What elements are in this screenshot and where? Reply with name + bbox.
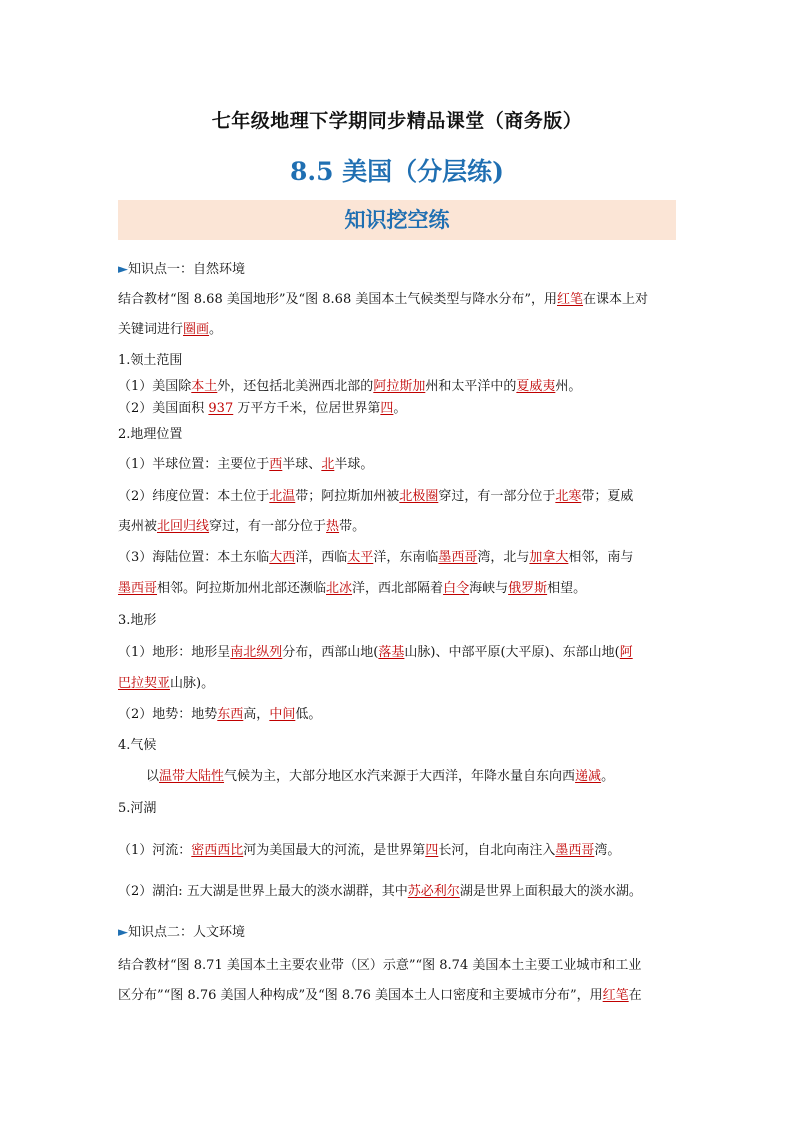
text-run: 山脉)、中部平原(大平原)、东部山地( [404, 645, 620, 660]
text-line [118, 518, 678, 536]
text-line [118, 883, 678, 901]
answer-text: 夏威夷 [516, 379, 556, 394]
answer-text: 大西 [269, 550, 296, 565]
answer-text: 中间 [269, 707, 296, 722]
answer-text: 递减 [575, 769, 602, 784]
section-banner: 知识挖空练 [118, 200, 676, 240]
text-run: 带；阿拉斯加州被 [295, 489, 400, 504]
text-run: 半球、 [282, 457, 322, 472]
subsection-title: 2.地理位置 [118, 427, 183, 442]
text-run: 。 [601, 769, 615, 784]
answer-text: 四 [425, 843, 439, 858]
text-run: 州。 [555, 379, 582, 394]
answer-text: 北温 [269, 489, 296, 504]
text-run: 带；夏威 [581, 489, 634, 504]
text-run: 夷州被 [118, 519, 158, 534]
text-line [118, 842, 678, 860]
triangle-marker-icon: ► [118, 262, 128, 277]
text-run: 结合教材“图 8.71 美国本土主要农业带（区）示意”“图 8.74 美国本土主要工业城市和工业 [118, 958, 642, 973]
text-run: （3）海陆位置：本土东临 [118, 550, 270, 565]
text-run: 穿过，有一部分位于 [209, 519, 327, 534]
text-run: 洋，东南临 [373, 550, 439, 565]
subsection-title: 5.河湖 [118, 801, 157, 816]
text-run: 相邻。阿拉斯加州北部还濒临 [157, 581, 327, 596]
answer-text: 北冰 [326, 581, 353, 596]
section-heading-1 [118, 261, 678, 279]
answer-text: 苏必利尔 [407, 884, 460, 899]
section-heading-2 [118, 924, 678, 942]
text-run: （1）美国除 [118, 379, 192, 394]
answer-text: 本土 [191, 379, 218, 394]
answer-text: 俄罗斯 [508, 581, 548, 596]
text-line [118, 549, 678, 567]
answer-text: 北极圈 [399, 489, 439, 504]
answer-text: 北回归线 [157, 519, 210, 534]
text-run: 湖是世界上面积最大的淡水湖。 [459, 884, 642, 899]
answer-text: 热 [326, 519, 340, 534]
text-run: 万平方千米，位居世界第 [233, 401, 381, 416]
intro-line [118, 321, 678, 339]
text-run: （1）地形：地形呈 [118, 645, 231, 660]
text-run: 关键词 [118, 322, 158, 337]
text-run: （1）河流： [118, 843, 192, 858]
answer-text: 红笔 [557, 292, 584, 307]
answer-text: 墨西哥 [118, 581, 158, 596]
intro-line [118, 291, 678, 309]
intro-line [118, 987, 678, 1005]
text-run: 穿过，有一部分位于 [438, 489, 556, 504]
text-run: （1）半球位置：主要位于 [118, 457, 270, 472]
text-run: 相邻，南与 [568, 550, 634, 565]
text-run: 结合教材“图 8.68 美国地形”及“图 8.68 美国本土气候类型与降水分布”，用 [118, 292, 558, 307]
text-run: （2）美国面积 [118, 401, 209, 416]
text-run: 以 [146, 769, 160, 784]
text-run: 。 [209, 322, 223, 337]
text-run: 长河，自北向南注入 [438, 843, 556, 858]
text-run: 相望。 [547, 581, 587, 596]
text-run: 在课本上对 [583, 292, 649, 307]
text-run: 带。 [339, 519, 366, 534]
document-title: 七年级地理下学期同步精品课堂（商务版） [211, 110, 583, 132]
answer-text: 白令 [443, 581, 470, 596]
text-run: 海峡与 [469, 581, 509, 596]
answer-text: 密西西比 [191, 843, 244, 858]
text-run: 山脉)。 [170, 676, 215, 691]
text-run: 洋，西临 [295, 550, 348, 565]
answer-text: 圈画 [183, 322, 210, 337]
answer-text: 西 [269, 457, 283, 472]
answer-text: 北寒 [555, 489, 582, 504]
answer-text: 东西 [217, 707, 244, 722]
text-run: 分布，西部山地( [282, 645, 379, 660]
answer-text: 落基 [378, 645, 405, 660]
answer-text: 南北纵列 [230, 645, 283, 660]
text-run: 气候为主，大部分地区水汽来源于大西洋，年降水量自东向西 [224, 769, 576, 784]
answer-text: 阿拉斯加 [373, 379, 426, 394]
text-run: 州和太平洋中的 [425, 379, 517, 394]
text-run: 湾。 [594, 843, 621, 858]
text-run: 在 [628, 988, 642, 1003]
text-line [118, 378, 678, 396]
text-run: 高， [243, 707, 270, 722]
text-run: （2）纬度位置：本土位于 [118, 489, 270, 504]
answer-text: 墨西哥 [555, 843, 595, 858]
triangle-marker-icon: ► [118, 925, 128, 940]
text-run: （2）地势：地势 [118, 707, 218, 722]
section-heading-text: 知识点一：自然环境 [128, 262, 246, 277]
answer-text: 墨西哥 [438, 550, 478, 565]
answer-text: 巴拉契亚 [118, 676, 171, 691]
answer-text: 四 [380, 401, 394, 416]
intro-line [118, 957, 678, 975]
lesson-title: 8.5 美国（分层练) [289, 157, 505, 186]
answer-text: 阿 [619, 645, 633, 660]
text-run: 河为美国最大的河流，是世界第 [243, 843, 426, 858]
text-line [118, 706, 678, 724]
text-run: 进行 [157, 322, 184, 337]
section-heading-text: 知识点二：人文环境 [128, 925, 246, 940]
answer-text: 太平 [347, 550, 374, 565]
answer-text: 温带大陆性 [159, 769, 225, 784]
text-run: 半球。 [334, 457, 374, 472]
text-line [118, 456, 678, 474]
answer-text: 红笔 [602, 988, 629, 1003]
text-line [118, 400, 678, 418]
text-run: 。 [393, 401, 407, 416]
text-line [146, 768, 706, 786]
answer-text: 937 [208, 401, 234, 416]
subsection-title: 3.地形 [118, 613, 157, 628]
text-run: 区分布”“图 8.76 美国人种构成”及“图 8.76 美国本土人口密度和主要城市分布”，用 [118, 988, 603, 1003]
text-run: 外，还包括北美洲西北部的 [217, 379, 374, 394]
text-line [118, 580, 678, 598]
subsection-title: 4.气候 [118, 738, 157, 753]
text-line [118, 675, 678, 693]
subsection-title: 1.领土范围 [118, 353, 183, 368]
text-run: 湾，北与 [477, 550, 530, 565]
answer-text: 加拿大 [529, 550, 569, 565]
text-run: （2）湖泊: 五大湖是世界上最大的淡水湖群，其中 [118, 884, 408, 899]
text-line [118, 644, 678, 662]
text-run: 低。 [295, 707, 322, 722]
answer-text: 北 [321, 457, 335, 472]
text-line [118, 488, 678, 506]
text-run: 洋，西北部隔着 [352, 581, 444, 596]
